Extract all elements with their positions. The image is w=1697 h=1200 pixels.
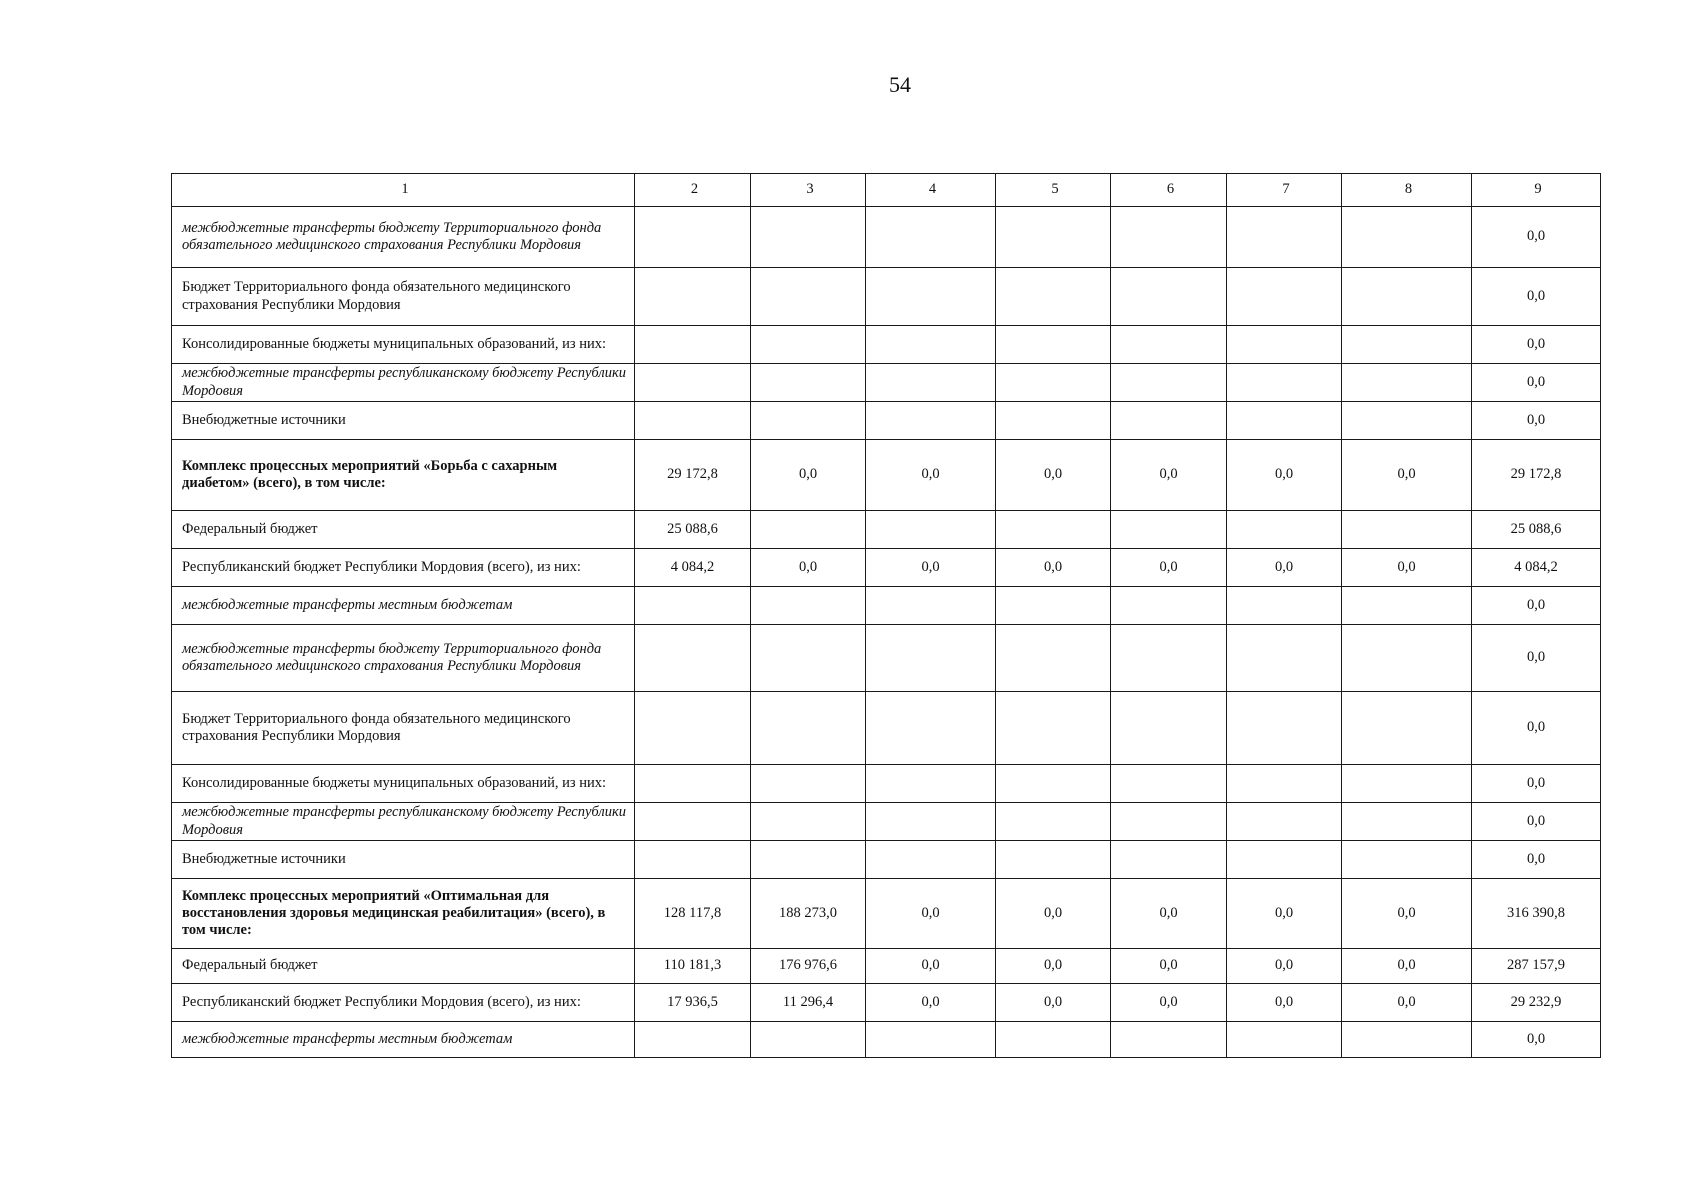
value-cell-col-7 xyxy=(1227,326,1342,364)
value-cell-col-4 xyxy=(866,1022,996,1058)
row-label: межбюджетные трансферты бюджету Территориального фонда обязательного медицинского страхования Республики Мордовия xyxy=(182,219,602,253)
value-cell-col-5 xyxy=(996,841,1111,879)
column-header-9: 9 xyxy=(1472,174,1601,207)
value-cell-col-4: 0,0 xyxy=(866,549,996,587)
value-cell-col-2: 4 084,2 xyxy=(635,549,751,587)
value-cell-col-3 xyxy=(751,765,866,803)
value-cell-col-3 xyxy=(751,511,866,549)
value-cell-col-6 xyxy=(1111,207,1227,268)
value-cell-col-4: 0,0 xyxy=(866,879,996,949)
value-cell-col-8: 0,0 xyxy=(1342,549,1472,587)
value-cell-col-4: 0,0 xyxy=(866,984,996,1022)
value-cell-col-9: 0,0 xyxy=(1472,841,1601,879)
table-body xyxy=(172,207,1601,1058)
row-label: Комплекс процессных мероприятий «Борьба с сахарным диабетом» (всего), в том числе: xyxy=(182,457,558,491)
value-cell-col-7 xyxy=(1227,692,1342,765)
value-cell-col-9: 29 232,9 xyxy=(1472,984,1601,1022)
value-cell-col-3: 176 976,6 xyxy=(751,949,866,984)
value-cell-col-6 xyxy=(1111,326,1227,364)
value-cell-col-9: 0,0 xyxy=(1472,402,1601,440)
table-row xyxy=(172,803,1601,841)
value-cell-col-9: 0,0 xyxy=(1472,692,1601,765)
value-cell-col-4 xyxy=(866,625,996,692)
row-label-cell xyxy=(172,984,635,1022)
table-row xyxy=(172,1022,1601,1058)
table-row xyxy=(172,326,1601,364)
value-cell-col-6: 0,0 xyxy=(1111,984,1227,1022)
value-cell-col-6 xyxy=(1111,268,1227,326)
row-label-cell xyxy=(172,949,635,984)
value-cell-col-8 xyxy=(1342,803,1472,841)
value-cell-col-3: 0,0 xyxy=(751,440,866,511)
value-cell-col-8 xyxy=(1342,207,1472,268)
value-cell-col-3 xyxy=(751,207,866,268)
value-cell-col-3 xyxy=(751,402,866,440)
row-label: межбюджетные трансферты республиканскому бюджету Республики Мордовия xyxy=(182,804,626,838)
row-label-cell xyxy=(172,1022,635,1058)
value-cell-col-4 xyxy=(866,268,996,326)
value-cell-col-6 xyxy=(1111,364,1227,402)
value-cell-col-7 xyxy=(1227,364,1342,402)
value-cell-col-7 xyxy=(1227,1022,1342,1058)
value-cell-col-9: 0,0 xyxy=(1472,326,1601,364)
row-label: межбюджетные трансферты бюджету Территориального фонда обязательного медицинского страхования Республики Мордовия xyxy=(182,640,602,674)
value-cell-col-8 xyxy=(1342,402,1472,440)
value-cell-col-7 xyxy=(1227,402,1342,440)
row-label-cell xyxy=(172,326,635,364)
value-cell-col-8: 0,0 xyxy=(1342,984,1472,1022)
table-row xyxy=(172,511,1601,549)
value-cell-col-8 xyxy=(1342,765,1472,803)
value-cell-col-8: 0,0 xyxy=(1342,440,1472,511)
value-cell-col-2 xyxy=(635,268,751,326)
value-cell-col-7: 0,0 xyxy=(1227,549,1342,587)
row-label-cell xyxy=(172,587,635,625)
value-cell-col-3: 188 273,0 xyxy=(751,879,866,949)
value-cell-col-9: 0,0 xyxy=(1472,268,1601,326)
value-cell-col-4 xyxy=(866,364,996,402)
value-cell-col-8 xyxy=(1342,1022,1472,1058)
value-cell-col-6 xyxy=(1111,625,1227,692)
row-label: Внебюджетные источники xyxy=(182,411,346,428)
value-cell-col-2: 25 088,6 xyxy=(635,511,751,549)
value-cell-col-6 xyxy=(1111,765,1227,803)
value-cell-col-2 xyxy=(635,402,751,440)
value-cell-col-5 xyxy=(996,364,1111,402)
value-cell-col-7 xyxy=(1227,268,1342,326)
table-row xyxy=(172,625,1601,692)
value-cell-col-5 xyxy=(996,268,1111,326)
value-cell-col-8 xyxy=(1342,625,1472,692)
row-label-cell xyxy=(172,511,635,549)
value-cell-col-8 xyxy=(1342,587,1472,625)
value-cell-col-5 xyxy=(996,1022,1111,1058)
table-row xyxy=(172,587,1601,625)
value-cell-col-4 xyxy=(866,402,996,440)
row-label: Республиканский бюджет Республики Мордовия (всего), из них: xyxy=(182,993,581,1010)
value-cell-col-7 xyxy=(1227,625,1342,692)
value-cell-col-4 xyxy=(866,841,996,879)
value-cell-col-8: 0,0 xyxy=(1342,879,1472,949)
value-cell-col-9: 4 084,2 xyxy=(1472,549,1601,587)
value-cell-col-8 xyxy=(1342,841,1472,879)
column-header-6: 6 xyxy=(1111,174,1227,207)
column-header-1: 1 xyxy=(172,174,635,207)
column-header-4: 4 xyxy=(866,174,996,207)
value-cell-col-7 xyxy=(1227,587,1342,625)
value-cell-col-4 xyxy=(866,587,996,625)
value-cell-col-4 xyxy=(866,511,996,549)
table-row xyxy=(172,949,1601,984)
value-cell-col-5 xyxy=(996,587,1111,625)
value-cell-col-5 xyxy=(996,326,1111,364)
value-cell-col-6: 0,0 xyxy=(1111,549,1227,587)
value-cell-col-9: 0,0 xyxy=(1472,803,1601,841)
row-label: Внебюджетные источники xyxy=(182,850,346,867)
value-cell-col-5 xyxy=(996,207,1111,268)
row-label-cell xyxy=(172,841,635,879)
value-cell-col-8 xyxy=(1342,364,1472,402)
table-row xyxy=(172,402,1601,440)
value-cell-col-8 xyxy=(1342,692,1472,765)
value-cell-col-6 xyxy=(1111,692,1227,765)
value-cell-col-8 xyxy=(1342,511,1472,549)
value-cell-col-9: 0,0 xyxy=(1472,207,1601,268)
value-cell-col-4: 0,0 xyxy=(866,949,996,984)
column-header-7: 7 xyxy=(1227,174,1342,207)
row-label-cell xyxy=(172,207,635,268)
value-cell-col-6 xyxy=(1111,841,1227,879)
value-cell-col-6 xyxy=(1111,803,1227,841)
value-cell-col-3 xyxy=(751,803,866,841)
table-row xyxy=(172,692,1601,765)
row-label-cell xyxy=(172,765,635,803)
budget-table xyxy=(171,173,1601,1058)
value-cell-col-4 xyxy=(866,207,996,268)
value-cell-col-7: 0,0 xyxy=(1227,879,1342,949)
row-label: Федеральный бюджет xyxy=(182,957,318,974)
value-cell-col-6: 0,0 xyxy=(1111,440,1227,511)
row-label: Бюджет Территориального фонда обязательного медицинского страхования Республики Мордовия xyxy=(182,279,571,313)
value-cell-col-6 xyxy=(1111,402,1227,440)
value-cell-col-5 xyxy=(996,625,1111,692)
row-label-cell xyxy=(172,625,635,692)
value-cell-col-9: 0,0 xyxy=(1472,765,1601,803)
row-label-cell xyxy=(172,692,635,765)
row-label-cell xyxy=(172,879,635,949)
row-label-cell xyxy=(172,549,635,587)
table-row xyxy=(172,984,1601,1022)
value-cell-col-7: 0,0 xyxy=(1227,949,1342,984)
value-cell-col-7 xyxy=(1227,207,1342,268)
column-header-5: 5 xyxy=(996,174,1111,207)
value-cell-col-2 xyxy=(635,625,751,692)
value-cell-col-3 xyxy=(751,841,866,879)
column-number-header-row xyxy=(172,174,1601,207)
value-cell-col-7 xyxy=(1227,803,1342,841)
column-header-2: 2 xyxy=(635,174,751,207)
value-cell-col-7: 0,0 xyxy=(1227,984,1342,1022)
value-cell-col-8: 0,0 xyxy=(1342,949,1472,984)
value-cell-col-9: 0,0 xyxy=(1472,625,1601,692)
value-cell-col-2 xyxy=(635,1022,751,1058)
row-label-cell xyxy=(172,803,635,841)
value-cell-col-9: 316 390,8 xyxy=(1472,879,1601,949)
value-cell-col-3 xyxy=(751,326,866,364)
value-cell-col-9: 0,0 xyxy=(1472,587,1601,625)
value-cell-col-6 xyxy=(1111,587,1227,625)
value-cell-col-5: 0,0 xyxy=(996,949,1111,984)
value-cell-col-9: 25 088,6 xyxy=(1472,511,1601,549)
value-cell-col-8 xyxy=(1342,326,1472,364)
row-label-cell xyxy=(172,402,635,440)
page-number: 54 xyxy=(889,72,911,97)
row-label: Консолидированные бюджеты муниципальных образований, из них: xyxy=(182,774,607,791)
table-row xyxy=(172,440,1601,511)
value-cell-col-3 xyxy=(751,692,866,765)
row-label-cell xyxy=(172,440,635,511)
value-cell-col-6 xyxy=(1111,511,1227,549)
table-row xyxy=(172,765,1601,803)
value-cell-col-3: 0,0 xyxy=(751,549,866,587)
value-cell-col-2 xyxy=(635,364,751,402)
value-cell-col-3 xyxy=(751,364,866,402)
value-cell-col-7: 0,0 xyxy=(1227,440,1342,511)
value-cell-col-2: 110 181,3 xyxy=(635,949,751,984)
value-cell-col-2 xyxy=(635,587,751,625)
value-cell-col-7 xyxy=(1227,511,1342,549)
table-row xyxy=(172,841,1601,879)
row-label: Комплекс процессных мероприятий «Оптимальная для восстановления здоровья медицинская реабилитация» (всего), в том числе: xyxy=(182,887,606,939)
row-label: межбюджетные трансферты республиканскому бюджету Республики Мордовия xyxy=(182,365,626,399)
value-cell-col-7 xyxy=(1227,765,1342,803)
table-row xyxy=(172,268,1601,326)
value-cell-col-5: 0,0 xyxy=(996,549,1111,587)
value-cell-col-2: 29 172,8 xyxy=(635,440,751,511)
table-row xyxy=(172,364,1601,402)
value-cell-col-5 xyxy=(996,803,1111,841)
value-cell-col-5 xyxy=(996,511,1111,549)
value-cell-col-6 xyxy=(1111,1022,1227,1058)
value-cell-col-9: 0,0 xyxy=(1472,364,1601,402)
row-label: Федеральный бюджет xyxy=(182,520,318,537)
row-label: Бюджет Территориального фонда обязательного медицинского страхования Республики Мордовия xyxy=(182,710,571,744)
value-cell-col-2: 128 117,8 xyxy=(635,879,751,949)
table-row xyxy=(172,207,1601,268)
column-header-3: 3 xyxy=(751,174,866,207)
value-cell-col-2 xyxy=(635,692,751,765)
value-cell-col-5 xyxy=(996,692,1111,765)
value-cell-col-5 xyxy=(996,402,1111,440)
value-cell-col-5 xyxy=(996,765,1111,803)
value-cell-col-2: 17 936,5 xyxy=(635,984,751,1022)
value-cell-col-5: 0,0 xyxy=(996,984,1111,1022)
value-cell-col-4 xyxy=(866,765,996,803)
value-cell-col-2 xyxy=(635,841,751,879)
column-header-8: 8 xyxy=(1342,174,1472,207)
value-cell-col-7 xyxy=(1227,841,1342,879)
table-row xyxy=(172,879,1601,949)
value-cell-col-5: 0,0 xyxy=(996,440,1111,511)
value-cell-col-8 xyxy=(1342,268,1472,326)
value-cell-col-2 xyxy=(635,207,751,268)
row-label: межбюджетные трансферты местным бюджетам xyxy=(182,596,513,613)
row-label: Консолидированные бюджеты муниципальных образований, из них: xyxy=(182,335,607,352)
value-cell-col-3 xyxy=(751,268,866,326)
row-label-cell xyxy=(172,364,635,402)
value-cell-col-4 xyxy=(866,803,996,841)
value-cell-col-4 xyxy=(866,692,996,765)
value-cell-col-6: 0,0 xyxy=(1111,879,1227,949)
value-cell-col-9: 0,0 xyxy=(1472,1022,1601,1058)
value-cell-col-4: 0,0 xyxy=(866,440,996,511)
value-cell-col-4 xyxy=(866,326,996,364)
value-cell-col-5: 0,0 xyxy=(996,879,1111,949)
value-cell-col-9: 287 157,9 xyxy=(1472,949,1601,984)
value-cell-col-3: 11 296,4 xyxy=(751,984,866,1022)
value-cell-col-9: 29 172,8 xyxy=(1472,440,1601,511)
value-cell-col-3 xyxy=(751,587,866,625)
value-cell-col-3 xyxy=(751,1022,866,1058)
value-cell-col-2 xyxy=(635,765,751,803)
row-label-cell xyxy=(172,268,635,326)
row-label: Республиканский бюджет Республики Мордовия (всего), из них: xyxy=(182,558,581,575)
value-cell-col-2 xyxy=(635,326,751,364)
value-cell-col-2 xyxy=(635,803,751,841)
table-row xyxy=(172,549,1601,587)
row-label: межбюджетные трансферты местным бюджетам xyxy=(182,1030,513,1047)
value-cell-col-6: 0,0 xyxy=(1111,949,1227,984)
value-cell-col-3 xyxy=(751,625,866,692)
